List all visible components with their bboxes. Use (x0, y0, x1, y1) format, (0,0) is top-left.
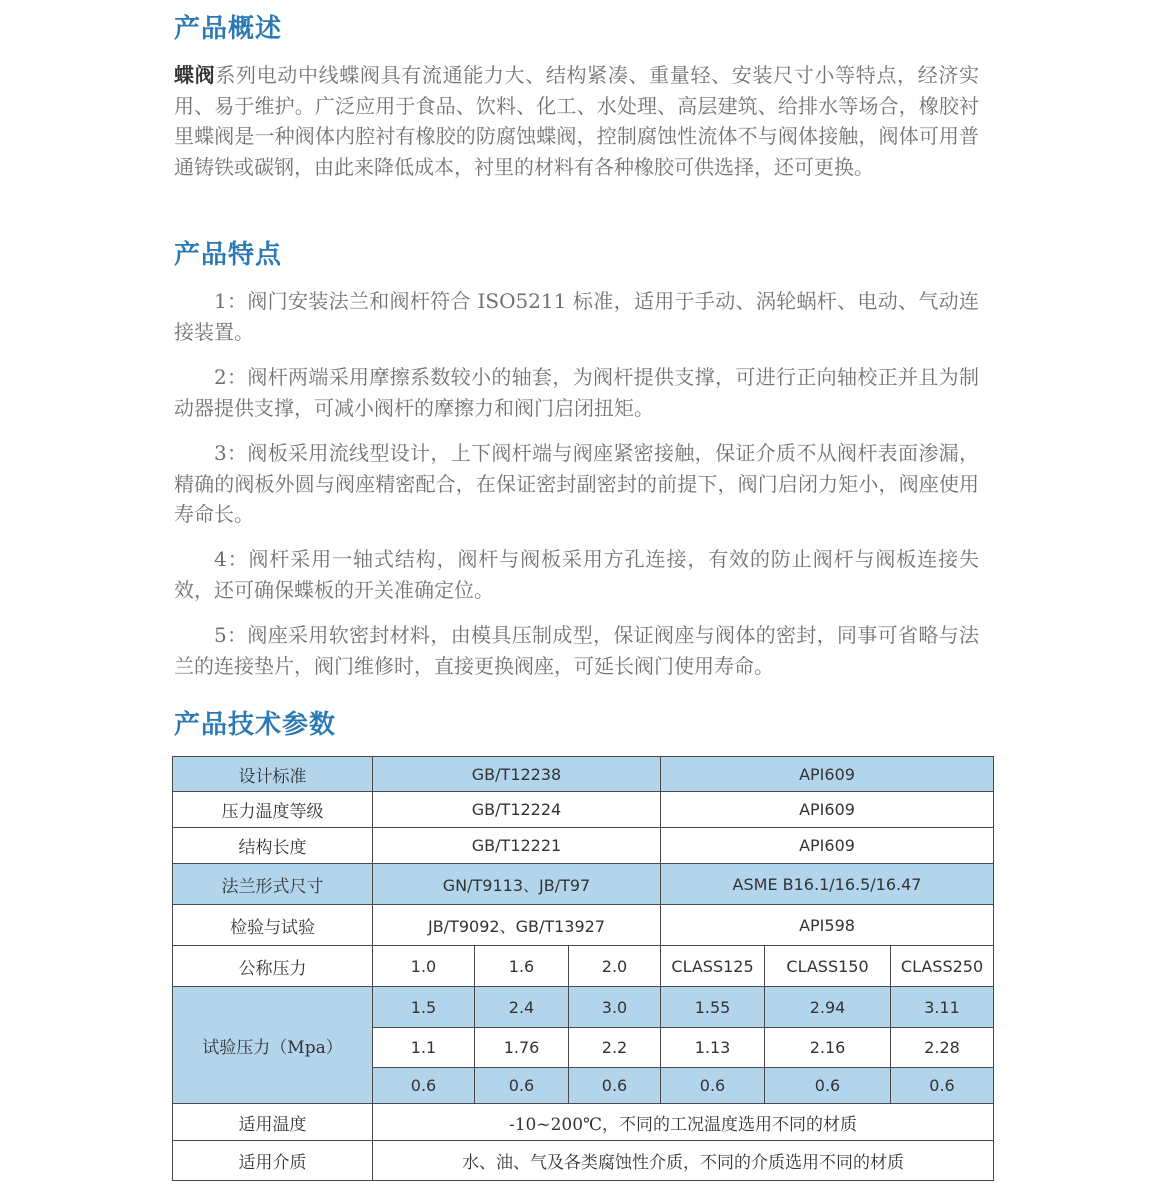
length-api: API609 (661, 828, 994, 864)
test-value: 2.16 (765, 1028, 891, 1068)
table-row (173, 792, 994, 828)
overview-body: 系列电动中线蝶阀具有流通能力大、结构紧凑、重量轻、安装尺寸小等特点，经济实用、易于维护。广泛应用于食品、饮料、化工、水处理、高层建筑、给排水等场合，橡胶衬里蝶阀是一种阀体内腔衬有橡胶的防腐蚀蝶阀，控制腐蚀性流体不与阀体接触，阀体可用普通铸铁或碳钢，由此来降低成本，衬里的材料有各种橡胶可供选择，还可更换。 (174, 63, 980, 179)
nominal-value: 1.6 (475, 946, 569, 987)
feature-text: 5：阀座采用软密封材料，由模具压制成型，保证阀座与阀体的密封，同事可省略与法兰的连接垫片，阀门维修时，直接更换阀座，可延长阀门使用寿命。 (174, 623, 979, 678)
media-label: 适用介质 (173, 1141, 373, 1181)
test-pressure-label: 试验压力（Mpa） (173, 987, 373, 1104)
nominal-pressure-label: 公称压力 (173, 946, 373, 987)
test-value: 1.1 (373, 1028, 475, 1068)
feature-text: 4：阀杆采用一轴式结构，阀杆与阀板采用方孔连接，有效的防止阀杆与阀板连接失效，还可确保蝶板的开关准确定位。 (174, 547, 979, 602)
test-value: 1.55 (661, 987, 765, 1028)
length-label: 结构长度 (173, 828, 373, 864)
feature-text: 2：阀杆两端采用摩擦系数较小的轴套，为阀杆提供支撑，可进行正向轴校正并且为制动器提供支撑，可减小阀杆的摩擦力和阀门启闭扭矩。 (174, 365, 979, 420)
feature-item-4 (174, 544, 979, 605)
design-standard-gb: GB/T12238 (373, 757, 661, 792)
overview-title: 产品概述 (174, 14, 283, 44)
nominal-value: CLASS150 (765, 946, 891, 987)
test-value: 2.4 (475, 987, 569, 1028)
inspection-label: 检验与试验 (173, 905, 373, 946)
feature-text: 3：阀板采用流线型设计，上下阀杆端与阀座紧密接触，保证介质不从阀杆表面渗漏，精确的阀板外圆与阀座精密配合，在保证密封副密封的前提下，阀门启闭力矩小，阀座使用寿命长。 (174, 441, 979, 526)
test-value: 1.13 (661, 1028, 765, 1068)
media-value: 水、油、气及各类腐蚀性介质，不同的介质选用不同的材质 (373, 1141, 994, 1181)
test-value: 0.6 (765, 1068, 891, 1104)
table-row (173, 864, 994, 905)
test-value: 2.2 (569, 1028, 661, 1068)
table-row (173, 1104, 994, 1141)
test-value: 1.5 (373, 987, 475, 1028)
table-row (173, 1141, 994, 1181)
features-title: 产品特点 (174, 240, 283, 270)
test-value: 0.6 (373, 1068, 475, 1104)
table-row (173, 757, 994, 792)
test-value: 3.11 (891, 987, 994, 1028)
overview-paragraph (174, 60, 979, 182)
table-row (173, 828, 994, 864)
overview-lead-word: 蝶阀 (174, 63, 216, 87)
length-gb: GB/T12221 (373, 828, 661, 864)
flange-gb: GN/T9113、JB/T97 (373, 864, 661, 905)
test-value: 2.94 (765, 987, 891, 1028)
params-title: 产品技术参数 (174, 710, 337, 740)
test-value: 2.28 (891, 1028, 994, 1068)
nominal-value: 1.0 (373, 946, 475, 987)
feature-item-5 (174, 620, 979, 681)
temperature-label: 适用温度 (173, 1104, 373, 1141)
pressure-temp-gb: GB/T12224 (373, 792, 661, 828)
temperature-value: -10~200℃，不同的工况温度选用不同的材质 (373, 1104, 994, 1141)
nominal-value: CLASS125 (661, 946, 765, 987)
test-value: 0.6 (569, 1068, 661, 1104)
table-row (173, 987, 994, 1028)
feature-item-1 (174, 286, 979, 347)
design-standard-api: API609 (661, 757, 994, 792)
feature-text: 1：阀门安装法兰和阀杆符合 ISO5211 标准，适用于手动、涡轮蜗杆、电动、气动连接装置。 (174, 289, 979, 344)
inspection-api: API598 (661, 905, 994, 946)
feature-item-2 (174, 362, 979, 423)
table-row (173, 905, 994, 946)
flange-api: ASME B16.1/16.5/16.47 (661, 864, 994, 905)
nominal-value: 2.0 (569, 946, 661, 987)
test-value: 0.6 (661, 1068, 765, 1104)
params-table (172, 756, 994, 1181)
test-value: 0.6 (475, 1068, 569, 1104)
table-row (173, 946, 994, 987)
flange-label: 法兰形式尺寸 (173, 864, 373, 905)
nominal-value: CLASS250 (891, 946, 994, 987)
test-value: 3.0 (569, 987, 661, 1028)
feature-item-3 (174, 438, 979, 530)
test-value: 1.76 (475, 1028, 569, 1068)
inspection-gb: JB/T9092、GB/T13927 (373, 905, 661, 946)
design-standard-label: 设计标准 (173, 757, 373, 792)
test-value: 0.6 (891, 1068, 994, 1104)
pressure-temp-api: API609 (661, 792, 994, 828)
pressure-temp-label: 压力温度等级 (173, 792, 373, 828)
